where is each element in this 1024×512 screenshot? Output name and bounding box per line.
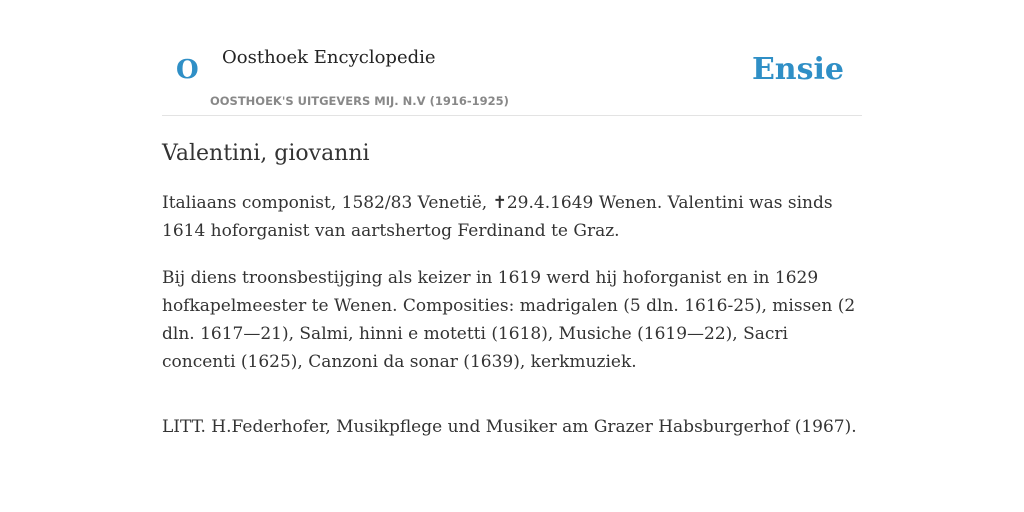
source-logo-icon[interactable]: O <box>176 55 199 85</box>
source-title-link[interactable]: Oosthoek Encyclopedie <box>222 47 436 68</box>
entry-content <box>162 137 862 460</box>
publisher-label: OOSTHOEK'S UITGEVERS MIJ. N.V (1916-1925) <box>210 94 509 108</box>
ensie-logo-link[interactable]: Ensie <box>751 52 844 87</box>
literature-reference: LITT. H.Federhofer, Musikpflege und Musiker am Grazer Habsburgerhof (1967). <box>162 417 857 437</box>
entry-paragraph-2: Bij diens troonsbestijging als keizer in 1619 werd hij hoforganist en in 1629 hofkapelmeester te Wenen. Composities: madrigalen (5 dln. 1616-25), missen (2 dln. 1617—21), Salmi, hinni e motetti (1618), Musiche (1619—22), Sacri concenti (1625), Canzoni da sonar (1639), kerkmuziek. <box>162 268 856 372</box>
entry-title: Valentini, giovanni <box>162 141 370 166</box>
entry-paragraph-1: Italiaans componist, 1582/83 Venetië, ✝29.4.1649 Wenen. Valentini was sinds 1614 hoforganist van aartshertog Ferdinand te Graz. <box>162 193 833 241</box>
site-header <box>162 40 862 116</box>
